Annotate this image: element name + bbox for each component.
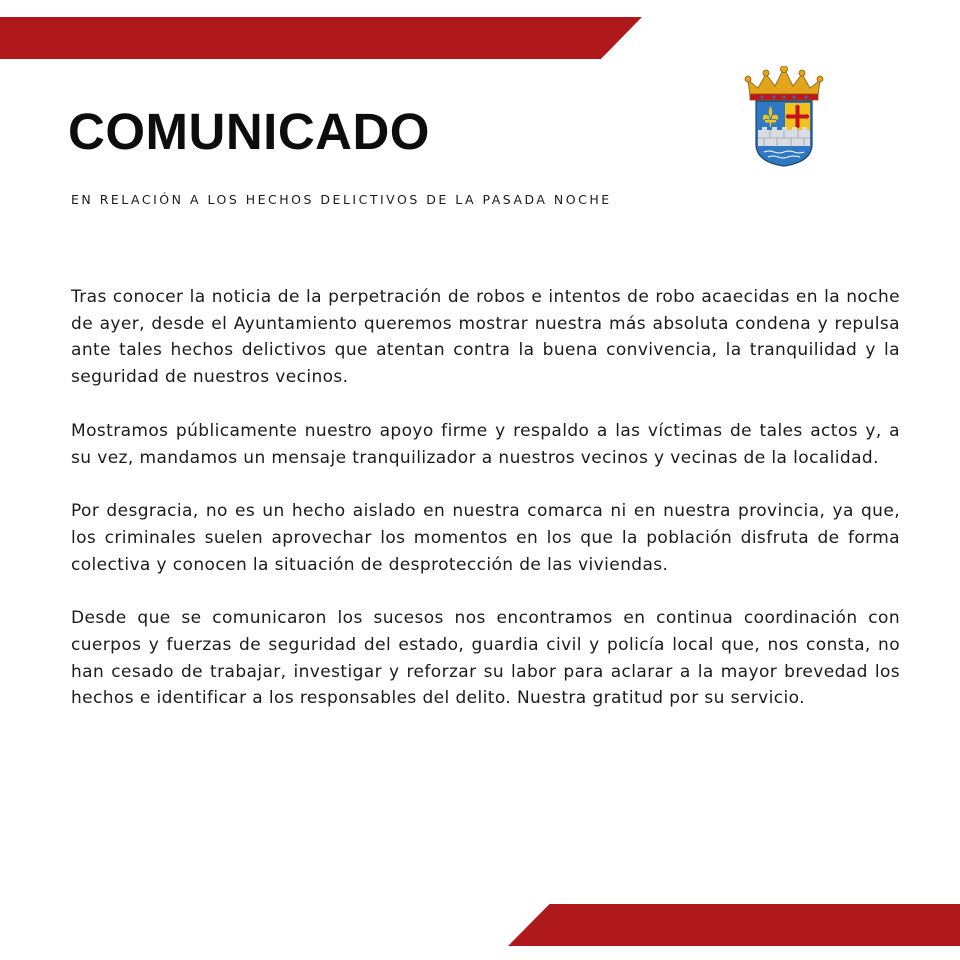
paragraph-2: Mostramos públicamente nuestro apoyo firme y respaldo a las víctimas de tales actos y, a su vez, mandamos un mensaje tranquilizador a nuestros vecinos y vecinas de la localidad. (71, 420, 900, 468)
body-text (71, 284, 900, 739)
paragraph-3: Por desgracia, no es un hecho aislado en nuestra comarca ni en nuestra provincia, ya que, los criminales suelen aprovechar los momentos en los que la población disfruta de forma colectiva y conocen la situación de desprotección de las viviendas. (71, 501, 900, 575)
coat-of-arms-icon (744, 66, 824, 168)
page-subtitle: EN RELACIÓN A LOS HECHOS DELICTIVOS DE LA PASADA NOCHE (71, 192, 612, 207)
top-red-band (0, 17, 642, 59)
page-title: COMUNICADO (68, 103, 430, 160)
bottom-red-band (508, 904, 960, 946)
paragraph-4: Desde que se comunicaron los sucesos nos encontramos en continua coordinación con cuerpos y fuerzas de seguridad del estado, guardia civil y policía local que, nos consta, no han cesado de trabajar, investigar y reforzar su labor para aclarar a la mayor brevedad los hechos e identificar a los responsables del delito. Nuestra gratitud por su servicio. (71, 608, 900, 709)
paragraph-1: Tras conocer la noticia de la perpetración de robos e intentos de robo acaecidas en la noche de ayer, desde el Ayuntamiento queremos mostrar nuestra más absoluta condena y repulsa ante tales hechos delictivos que atentan contra la buena convivencia, la tranquilidad y la seguridad de nuestros vecinos. (71, 287, 900, 388)
